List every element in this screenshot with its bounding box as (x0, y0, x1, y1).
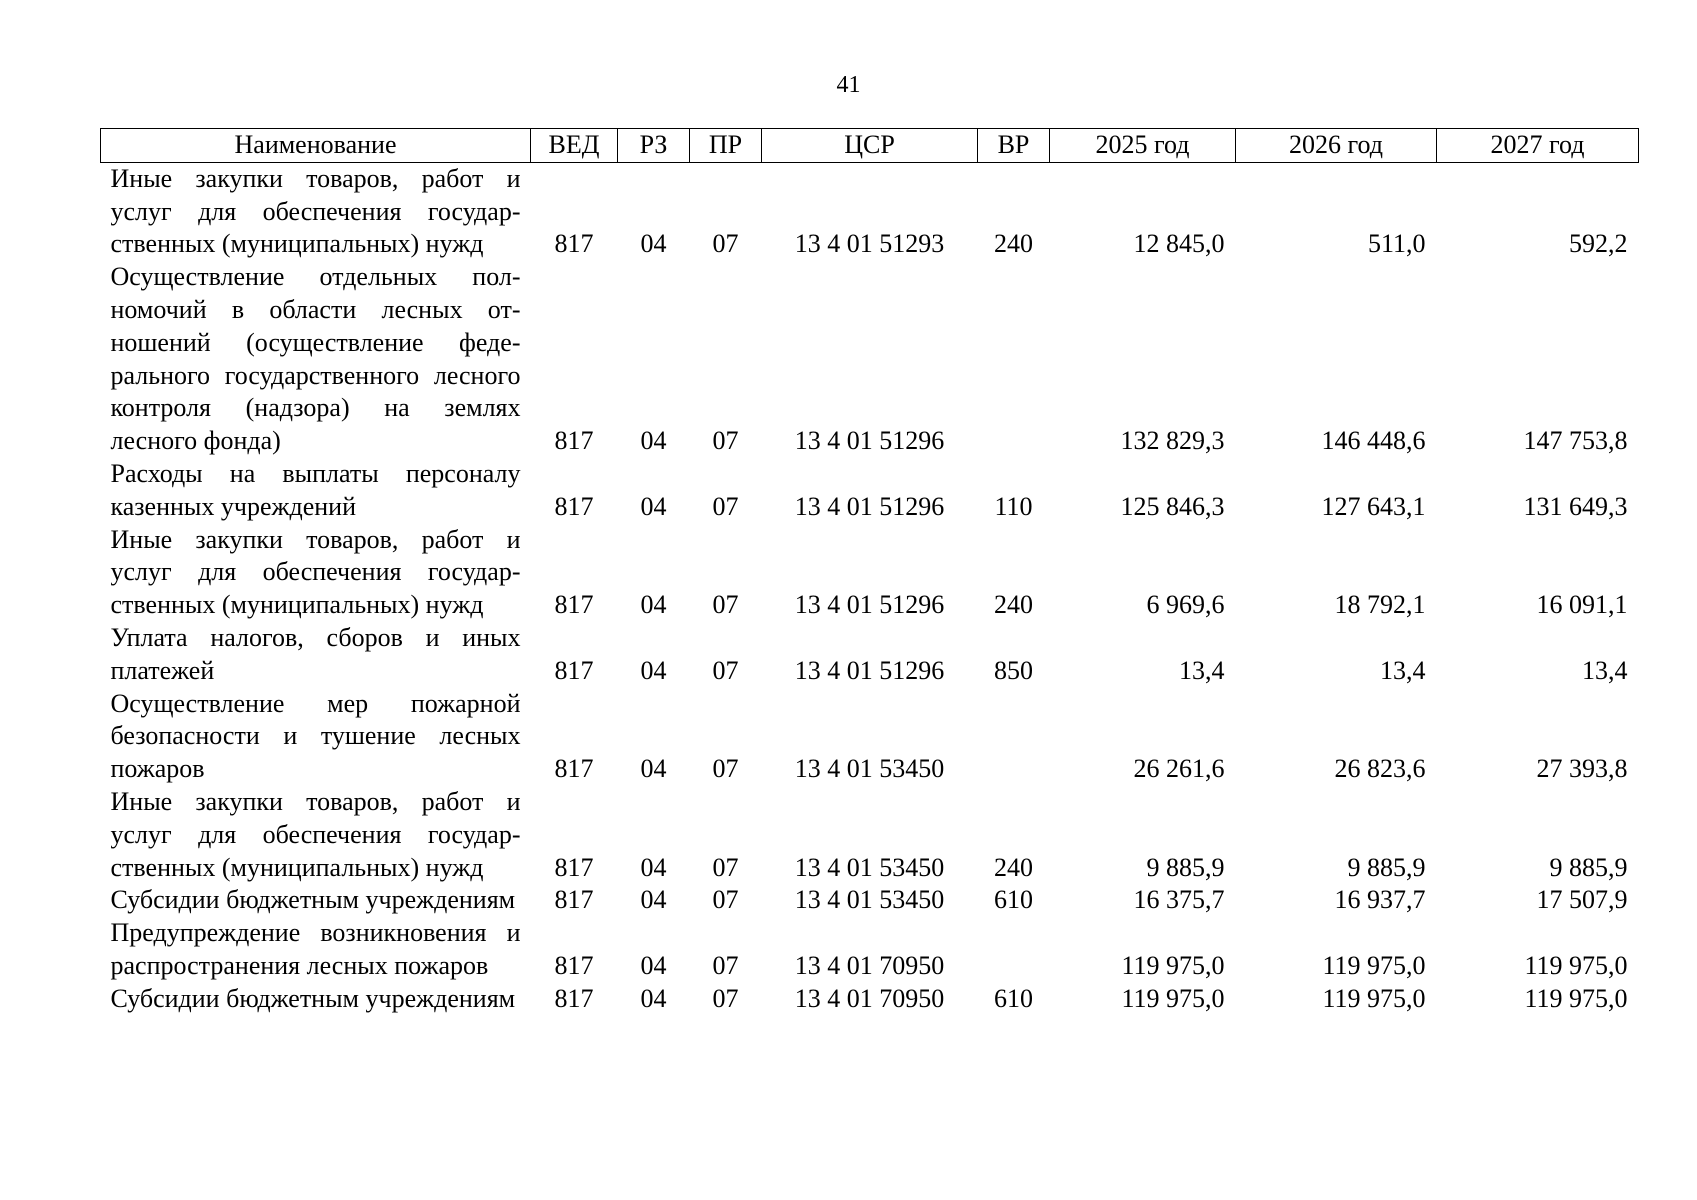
cell-ved: 817 (554, 229, 594, 259)
cell-2027: 17 507,9 (1536, 885, 1628, 915)
cell-2027: 131 649,3 (1523, 491, 1628, 521)
cell-csr: 13 4 01 51296 (794, 426, 945, 456)
header-rz: РЗ (618, 129, 690, 163)
cell-2026: 26 823,6 (1334, 754, 1426, 784)
cell-pr: 07 (712, 852, 739, 882)
cell-csr: 13 4 01 53450 (794, 754, 945, 784)
cell-2026: 146 448,6 (1321, 426, 1426, 456)
cell-vr: 110 (994, 491, 1033, 521)
table-row (101, 884, 1639, 917)
cell-2025: 119 975,0 (1121, 950, 1225, 980)
table-row (101, 162, 1639, 261)
cell-2025: 119 975,0 (1121, 983, 1225, 1013)
cell-vr: 610 (994, 983, 1033, 1013)
cell-vr (978, 917, 1050, 983)
cell-csr: 13 4 01 70950 (794, 950, 945, 980)
cell-pr: 07 (712, 950, 739, 980)
header-row (101, 129, 1639, 163)
header-vr: ВР (978, 129, 1050, 163)
cell-2027: 119 975,0 (1524, 983, 1628, 1013)
table-row (101, 524, 1639, 622)
cell-rz: 04 (640, 590, 667, 620)
page-number: 41 (836, 72, 861, 98)
cell-ved: 817 (554, 426, 594, 456)
cell-pr: 07 (712, 655, 739, 685)
cell-2026: 511,0 (1367, 229, 1426, 259)
cell-name: Иные закупки товаров, работ и услуг для обеспечения государственных (муниципальных) нужд (110, 786, 521, 882)
cell-2027: 13,4 (1582, 655, 1628, 685)
cell-2025: 9 885,9 (1146, 852, 1225, 882)
cell-rz: 04 (640, 852, 667, 882)
cell-2026: 119 975,0 (1322, 983, 1426, 1013)
table-row (101, 917, 1639, 983)
cell-name: Предупреждение возникновения и распространения лесных пожаров (110, 918, 521, 980)
cell-name: Расходы на выплаты персоналу казенных учреждений (110, 458, 521, 521)
cell-2025: 132 829,3 (1120, 426, 1225, 456)
cell-2026: 119 975,0 (1322, 950, 1426, 980)
cell-ved: 817 (554, 754, 594, 784)
cell-csr: 13 4 01 51296 (794, 655, 945, 685)
cell-2026: 16 937,7 (1334, 885, 1426, 915)
cell-vr (978, 261, 1050, 458)
cell-2025: 26 261,6 (1133, 754, 1225, 784)
cell-2026: 9 885,9 (1347, 852, 1426, 882)
cell-rz: 04 (640, 885, 667, 915)
cell-2025: 125 846,3 (1120, 491, 1225, 521)
cell-rz: 04 (640, 655, 667, 685)
header-2026: 2026 год (1236, 129, 1437, 163)
cell-ved: 817 (554, 590, 594, 620)
cell-rz: 04 (640, 754, 667, 784)
cell-2027: 16 091,1 (1536, 590, 1628, 620)
cell-rz: 04 (640, 426, 667, 456)
cell-csr: 13 4 01 53450 (794, 852, 945, 882)
cell-2026: 18 792,1 (1334, 590, 1426, 620)
header-name: Наименование (101, 129, 531, 163)
cell-pr: 07 (712, 754, 739, 784)
cell-2027: 119 975,0 (1524, 950, 1628, 980)
cell-ved: 817 (554, 885, 594, 915)
table-row (101, 622, 1639, 688)
cell-name: Иные закупки товаров, работ и услуг для обеспечения государственных (муниципальных) нужд (110, 524, 521, 620)
cell-pr: 07 (712, 885, 739, 915)
cell-2025: 13,4 (1179, 655, 1225, 685)
table-row (101, 458, 1639, 524)
cell-vr: 240 (994, 852, 1033, 882)
cell-csr: 13 4 01 51293 (794, 229, 945, 259)
cell-pr: 07 (712, 229, 739, 259)
cell-pr: 07 (712, 426, 739, 456)
cell-name: Уплата налогов, сборов и иных платежей (110, 622, 521, 685)
table-row (101, 688, 1639, 786)
cell-name: Осуществление отдельных полномочий в области лесных отношений (осуществление федерального государственного лесного контроля (надзора) на землях лесного фонда) (110, 262, 521, 456)
cell-2027: 27 393,8 (1536, 754, 1628, 784)
header-csr: ЦСР (762, 129, 978, 163)
cell-rz: 04 (640, 491, 667, 521)
cell-ved: 817 (554, 491, 594, 521)
table-row (101, 261, 1639, 458)
header-2025: 2025 год (1050, 129, 1236, 163)
table-row (101, 786, 1639, 884)
cell-rz: 04 (640, 983, 667, 1013)
cell-rz: 04 (640, 229, 667, 259)
cell-csr: 13 4 01 70950 (794, 983, 945, 1013)
cell-2025: 6 969,6 (1146, 590, 1225, 620)
header-2027: 2027 год (1437, 129, 1639, 163)
cell-csr: 13 4 01 53450 (794, 885, 945, 915)
header-pr: ПР (690, 129, 762, 163)
budget-table (100, 128, 1639, 1016)
cell-name: Субсидии бюджетным учреждениям (110, 885, 516, 915)
cell-vr: 240 (994, 229, 1033, 259)
cell-pr: 07 (712, 983, 739, 1013)
cell-ved: 817 (554, 852, 594, 882)
cell-vr (978, 688, 1050, 786)
cell-ved: 817 (554, 983, 594, 1013)
cell-2026: 127 643,1 (1321, 491, 1426, 521)
cell-vr: 850 (994, 655, 1033, 685)
cell-name: Субсидии бюджетным учреждениям (110, 983, 516, 1013)
cell-vr: 240 (994, 590, 1033, 620)
cell-ved: 817 (554, 655, 594, 685)
table-body (101, 162, 1639, 1015)
cell-csr: 13 4 01 51296 (794, 590, 945, 620)
cell-2027: 9 885,9 (1549, 852, 1628, 882)
cell-2025: 12 845,0 (1133, 229, 1225, 259)
cell-vr: 610 (994, 885, 1033, 915)
cell-pr: 07 (712, 590, 739, 620)
table-header (101, 129, 1639, 163)
cell-pr: 07 (712, 491, 739, 521)
cell-2025: 16 375,7 (1133, 885, 1225, 915)
cell-rz: 04 (640, 950, 667, 980)
cell-csr: 13 4 01 51296 (794, 491, 945, 521)
cell-2027: 147 753,8 (1523, 426, 1628, 456)
cell-2027: 592,2 (1569, 229, 1628, 259)
cell-name: Осуществление мер пожарной безопасности и тушение лесных пожаров (110, 688, 521, 784)
cell-2026: 13,4 (1380, 655, 1426, 685)
table-row (101, 983, 1639, 1016)
header-ved: ВЕД (531, 129, 618, 163)
cell-name: Иные закупки товаров, работ и услуг для обеспечения государственных (муниципальных) нужд (110, 163, 521, 259)
cell-ved: 817 (554, 950, 594, 980)
